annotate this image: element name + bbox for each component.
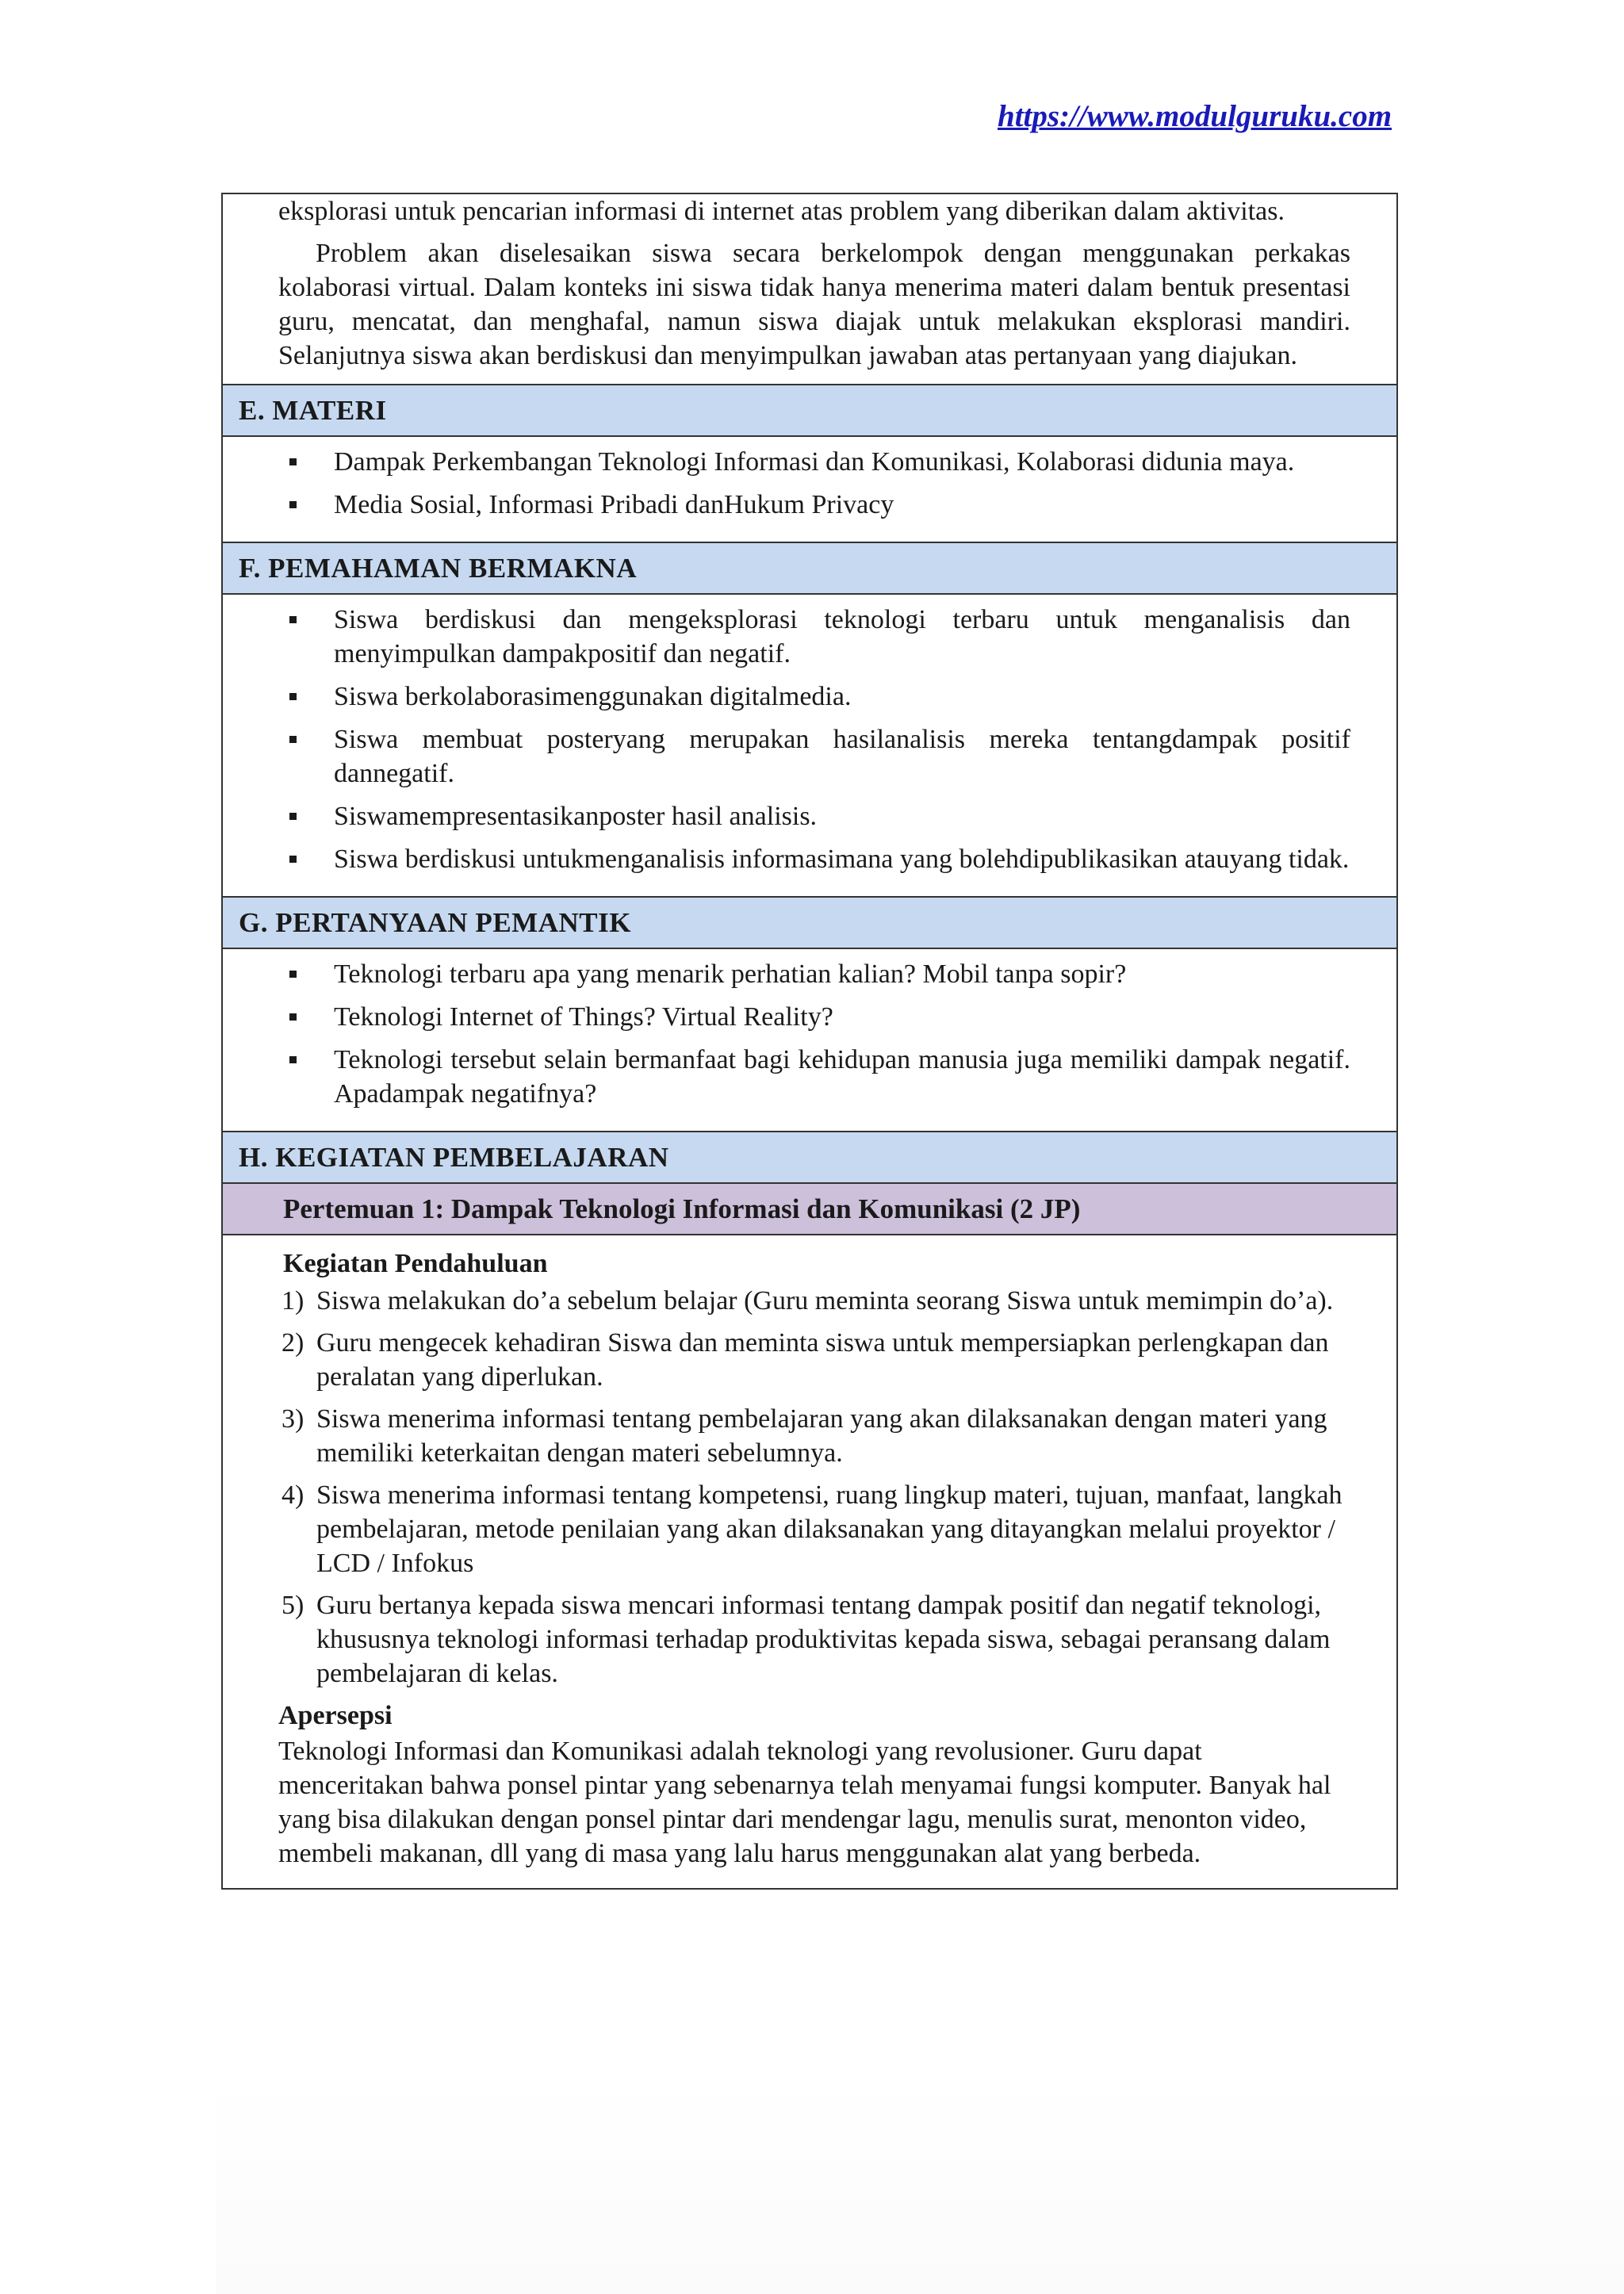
apersepsi-title: Apersepsi [278, 1701, 393, 1730]
list-item: Siswa berkolaborasimenggunakan digitalmedia. [278, 680, 1350, 714]
list-item: Siswamempresentasikanposter hasil analisis. [278, 799, 1350, 833]
intro-row [222, 193, 1397, 385]
list-item: Media Sosial, Informasi Pribadi danHukum Privacy [278, 488, 1350, 522]
apersepsi-text: Teknologi Informasi dan Komunikasi adalah teknologi yang revolusioner. Guru dapat menceritakan bahwa ponsel pintar yang sebenarnya telah menyamai fungsi komputer. Banyak hal yang bisa dilakukan dengan ponsel pintar dari mendengar lagu, menulis surat, menonton video, membeli makanan, dll yang di masa yang lalu harus menggunakan alat yang berbeda. [278, 1737, 1331, 1868]
section-materi-title: E. MATERI [222, 385, 1397, 436]
header-url-link[interactable]: https://www.modulguruku.com [998, 99, 1392, 133]
section-kegiatan-title: H. KEGIATAN PEMBELAJARAN [222, 1132, 1397, 1183]
list-item: Dampak Perkembangan Teknologi Informasi dan Komunikasi, Kolaborasi didunia maya. [278, 445, 1350, 479]
list-item: Siswa berdiskusi dan mengeksplorasi teknologi terbaru untuk menganalisis dan menyimpulkan dampakpositif dan negatif. [278, 603, 1350, 671]
list-item: Siswa berdiskusi untukmenganalisis informasimana yang bolehdipublikasikan atauyang tidak. [278, 842, 1350, 876]
square-bullet-icon [289, 736, 297, 743]
section-pemahaman-title: F. PEMAHAMAN BERMAKNA [222, 542, 1397, 594]
section-materi-header-row [222, 385, 1397, 436]
kegiatan-body-row [222, 1235, 1397, 1889]
square-bullet-icon [289, 971, 297, 978]
section-pemahaman-header-row [222, 542, 1397, 594]
section-pertanyaan-body [222, 948, 1397, 1132]
list-item: Siswa membuat posteryang merupakan hasilanalisis mereka tentangdampak positif dannegatif. [278, 722, 1350, 791]
step-item: 4) Siswa menerima informasi tentang kompetensi, ruang lingkup materi, tujuan, manfaat, langkah pembelajaran, metode penilaian yang akan dilaksanakan yang ditayangkan melalui proyektor / LCD / Infokus [282, 1480, 1342, 1578]
step-item: 1) Siswa melakukan do’a sebelum belajar (Guru meminta seorang Siswa untuk memimpin do’a). [282, 1286, 1334, 1316]
materi-list [278, 445, 1350, 522]
section-pemahaman-body-row [222, 594, 1397, 897]
pendahuluan-steps [278, 1284, 1350, 1691]
step-item: 5) Guru bertanya kepada siswa mencari informasi tentang dampak positif dan negatif teknologi, khususnya teknologi informasi terhadap produktivitas kepada siswa, sebagai peransang dalam pembelajaran di kelas. [282, 1591, 1331, 1688]
square-bullet-icon [289, 813, 297, 820]
square-bullet-icon [289, 458, 297, 465]
pendahuluan-title: Kegiatan Pendahuluan [283, 1249, 548, 1278]
lesson-plan-table [221, 193, 1398, 1890]
section-kegiatan-header-row [222, 1132, 1397, 1183]
square-bullet-icon [289, 501, 297, 508]
section-pertanyaan-body-row [222, 948, 1397, 1132]
step-item: 2) Guru mengecek kehadiran Siswa dan meminta siswa untuk mempersiapkan perlengkapan dan peralatan yang diperlukan. [282, 1328, 1329, 1392]
intro-cell [222, 193, 1397, 385]
kegiatan-body [222, 1235, 1397, 1889]
list-item: Teknologi Internet of Things? Virtual Reality? [278, 1000, 1350, 1034]
section-materi-body [222, 436, 1397, 542]
square-bullet-icon [289, 616, 297, 623]
pemahaman-list [278, 603, 1350, 876]
section-pemahaman-body [222, 594, 1397, 897]
section-pertanyaan-title: G. PERTANYAAN PEMANTIK [222, 897, 1397, 948]
list-item: Teknologi tersebut selain bermanfaat bagi kehidupan manusia juga memiliki dampak negatif. Apadampak negatifnya? [278, 1043, 1350, 1111]
meeting-header-row [222, 1183, 1397, 1235]
meeting-title: Pertemuan 1: Dampak Teknologi Informasi dan Komunikasi (2 JP) [222, 1183, 1397, 1235]
intro-paragraph: Problem akan diselesaikan siswa secara berkelompok dengan menggunakan perkakas kolaborasi virtual. Dalam konteks ini siswa tidak hanya menerima materi dalam bentuk presentasi guru, mencatat, dan menghafal, namun siswa diajak untuk melakukan eksplorasi mandiri. Selanjutnya siswa akan berdiskusi dan menyimpulkan jawaban atas pertanyaan yang diajukan. [278, 239, 1350, 370]
square-bullet-icon [289, 1056, 297, 1063]
pertanyaan-list [278, 957, 1350, 1111]
step-item: 3) Siswa menerima informasi tentang pembelajaran yang akan dilaksanakan dengan materi yang memiliki keterkaitan dengan materi sebelumnya. [282, 1404, 1327, 1468]
square-bullet-icon [289, 856, 297, 863]
intro-line: eksplorasi untuk pencarian informasi di internet atas problem yang diberikan dalam aktivitas. [278, 197, 1285, 226]
section-materi-body-row [222, 436, 1397, 542]
square-bullet-icon [289, 693, 297, 700]
list-item: Teknologi terbaru apa yang menarik perhatian kalian? Mobil tanpa sopir? [278, 957, 1350, 991]
section-pertanyaan-header-row [222, 897, 1397, 948]
square-bullet-icon [289, 1013, 297, 1021]
page-bottom-shade [216, 2071, 1624, 2294]
